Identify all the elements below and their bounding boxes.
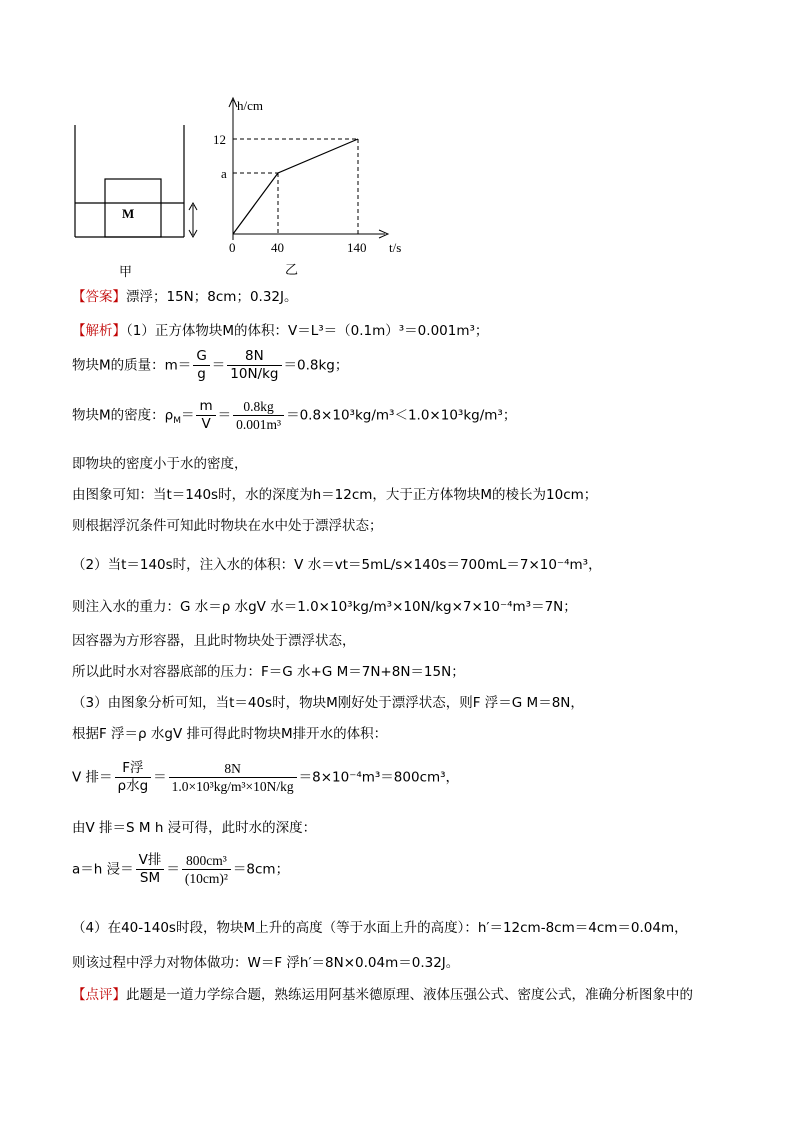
frac-den: 10N/kg	[227, 365, 281, 383]
x-tick-0: 0	[229, 240, 236, 255]
x-axis-label: t/s	[389, 240, 402, 255]
fraction-m-over-v	[196, 398, 215, 433]
comment-tag: 【点评】	[72, 987, 126, 1003]
frac-num: 800cm³	[185, 853, 227, 868]
frac-num: 8N	[224, 761, 241, 776]
depth-a-line: a＝h 浸＝ $\frac{\text{V排}}{SM}$ ＝ $\frac{\text{800cm³}}{\text{(10cm)²}}$ ＝8cm；	[72, 852, 290, 886]
mass-formula-prefix: 物块M的质量：m＝	[72, 357, 192, 374]
analysis-line-4: 即物块的密度小于水的密度，	[72, 456, 248, 472]
depth-a-suffix: ＝8cm；	[232, 861, 290, 878]
density-formula-suffix: ＝0.8×10³kg/m³＜1.0×10³kg/m³；	[286, 407, 517, 424]
y-tick-a: a	[221, 166, 227, 181]
caption-jia: 甲	[119, 265, 133, 280]
mass-formula-suffix: ＝0.8kg；	[283, 357, 349, 374]
mass-formula-line: 物块M的质量：m＝ $\frac{G}{g}$ ＝ $\frac{8N}{10N/kg}$ ＝0.8kg；	[72, 348, 349, 382]
fraction-v-over-s	[136, 852, 165, 887]
displaced-volume-suffix: ＝8×10⁻⁴m³＝800cm³，	[298, 769, 460, 786]
analysis-text-1: （1）正方体物块M的体积：V＝L³＝（0.1m）³＝0.001m³；	[126, 323, 489, 339]
analysis-line-7: （2）当t＝140s时，注入水的体积：V 水＝vt＝5mL/s×140s＝700mL＝7×10⁻⁴m³，	[72, 557, 602, 573]
caption-yi: 乙	[285, 263, 299, 278]
depth-a-prefix: a＝h 浸＝	[72, 861, 134, 878]
answer-tag: 【答案】	[72, 289, 126, 305]
y-tick-12: 12	[213, 132, 226, 147]
y-axis-label: h/cm	[237, 98, 263, 113]
x-tick-40: 40	[271, 240, 284, 255]
frac-num: 0.8kg	[243, 399, 274, 414]
fraction-g-over-g	[193, 348, 209, 383]
analysis-line-1	[72, 321, 488, 341]
analysis-tag: 【解析】	[72, 323, 126, 339]
answer-line	[72, 287, 297, 307]
analysis-line-16: （4）在40-140s时段，物块M上升的高度（等于水面上升的高度）：h′＝12cm-8cm＝4cm＝0.04m，	[72, 920, 688, 936]
analysis-line-9: 因容器为方形容器，且此时物块处于漂浮状态，	[72, 633, 356, 649]
fraction-800-over-area	[182, 852, 231, 887]
answer-text: 漂浮；15N；8cm；0.32J。	[126, 289, 298, 305]
comment-line	[72, 985, 693, 1005]
frac-den: (10cm)²	[182, 869, 231, 887]
frac-num: 8N	[245, 348, 264, 364]
frac-num: F浮	[122, 760, 144, 776]
fraction-8n-over-10nkg	[227, 348, 281, 383]
analysis-line-10: 所以此时水对容器底部的压力：F＝G 水+G M＝7N+8N＝15N；	[72, 664, 465, 680]
density-formula-prefix: 物块M的密度：ρ	[72, 407, 174, 424]
frac-den: g	[193, 365, 209, 383]
density-formula-line: 物块M的密度：$\rho_M=$ $\frac{m}{V}$ ＝ $\frac{0.8kg}{\text{0.001m³}}$ ＝0.8×10³kg/m³＜1.0×10³kg/m³；	[72, 398, 517, 432]
analysis-line-17: 则该过程中浮力对物体做功：W＝F 浮h′＝8N×0.04m＝0.32J。	[72, 955, 460, 971]
depth-line	[233, 139, 358, 234]
analysis-line-12: 根据F 浮＝ρ 水gV 排可得此时物块M排开水的体积：	[72, 726, 388, 742]
fraction-buoyancy-over-rho-g	[115, 760, 152, 795]
analysis-line-14: 由V 排＝S M h 浸可得，此时水的深度：	[72, 820, 317, 836]
block-m-label: M	[122, 206, 135, 221]
density-subscript: M	[173, 416, 181, 427]
frac-num: V排	[138, 852, 162, 868]
analysis-line-8: 则注入水的重力：G 水＝ρ 水gV 水＝1.0×10³kg/m³×10N/kg×7×10⁻⁴m³＝7N；	[72, 599, 577, 615]
analysis-line-11: （3）由图象分析可知，当t＝40s时，物块M刚好处于漂浮状态，则F 浮＝G M＝8N，	[72, 695, 584, 711]
fraction-8n-over-rho-g-values	[169, 760, 297, 795]
displaced-volume-prefix: V 排＝	[72, 769, 113, 786]
frac-den: ρ水g	[115, 777, 152, 795]
fraction-mass-over-volume	[233, 398, 284, 433]
frac-num: m	[199, 398, 213, 414]
frac-den: V	[196, 415, 215, 433]
displaced-volume-line: V 排＝ $\frac{\text{F浮}}{\text{ρ水g}}$ ＝ $\frac{8N}{\text{1.0×10³kg/m³×10N/kg}}$ ＝8×10⁻⁴m³＝800cm³，	[72, 760, 460, 794]
x-tick-140: 140	[347, 240, 367, 255]
frac-den: SM	[136, 869, 165, 887]
container-diagram	[60, 110, 210, 280]
comment-text: 此题是一道力学综合题，熟练运用阿基米德原理、液体压强公式、密度公式，准确分析图象中的	[126, 987, 693, 1003]
analysis-line-5: 由图象可知：当t＝140s时，水的深度为h＝12cm，大于正方体物块M的棱长为10cm；	[72, 487, 598, 503]
analysis-line-6: 则根据浮沉条件可知此时物块在水中处于漂浮状态；	[72, 518, 383, 534]
frac-num: G	[196, 348, 207, 364]
depth-time-chart	[205, 92, 415, 282]
frac-den: 1.0×10³kg/m³×10N/kg	[169, 777, 297, 795]
frac-den: 0.001m³	[233, 415, 284, 433]
